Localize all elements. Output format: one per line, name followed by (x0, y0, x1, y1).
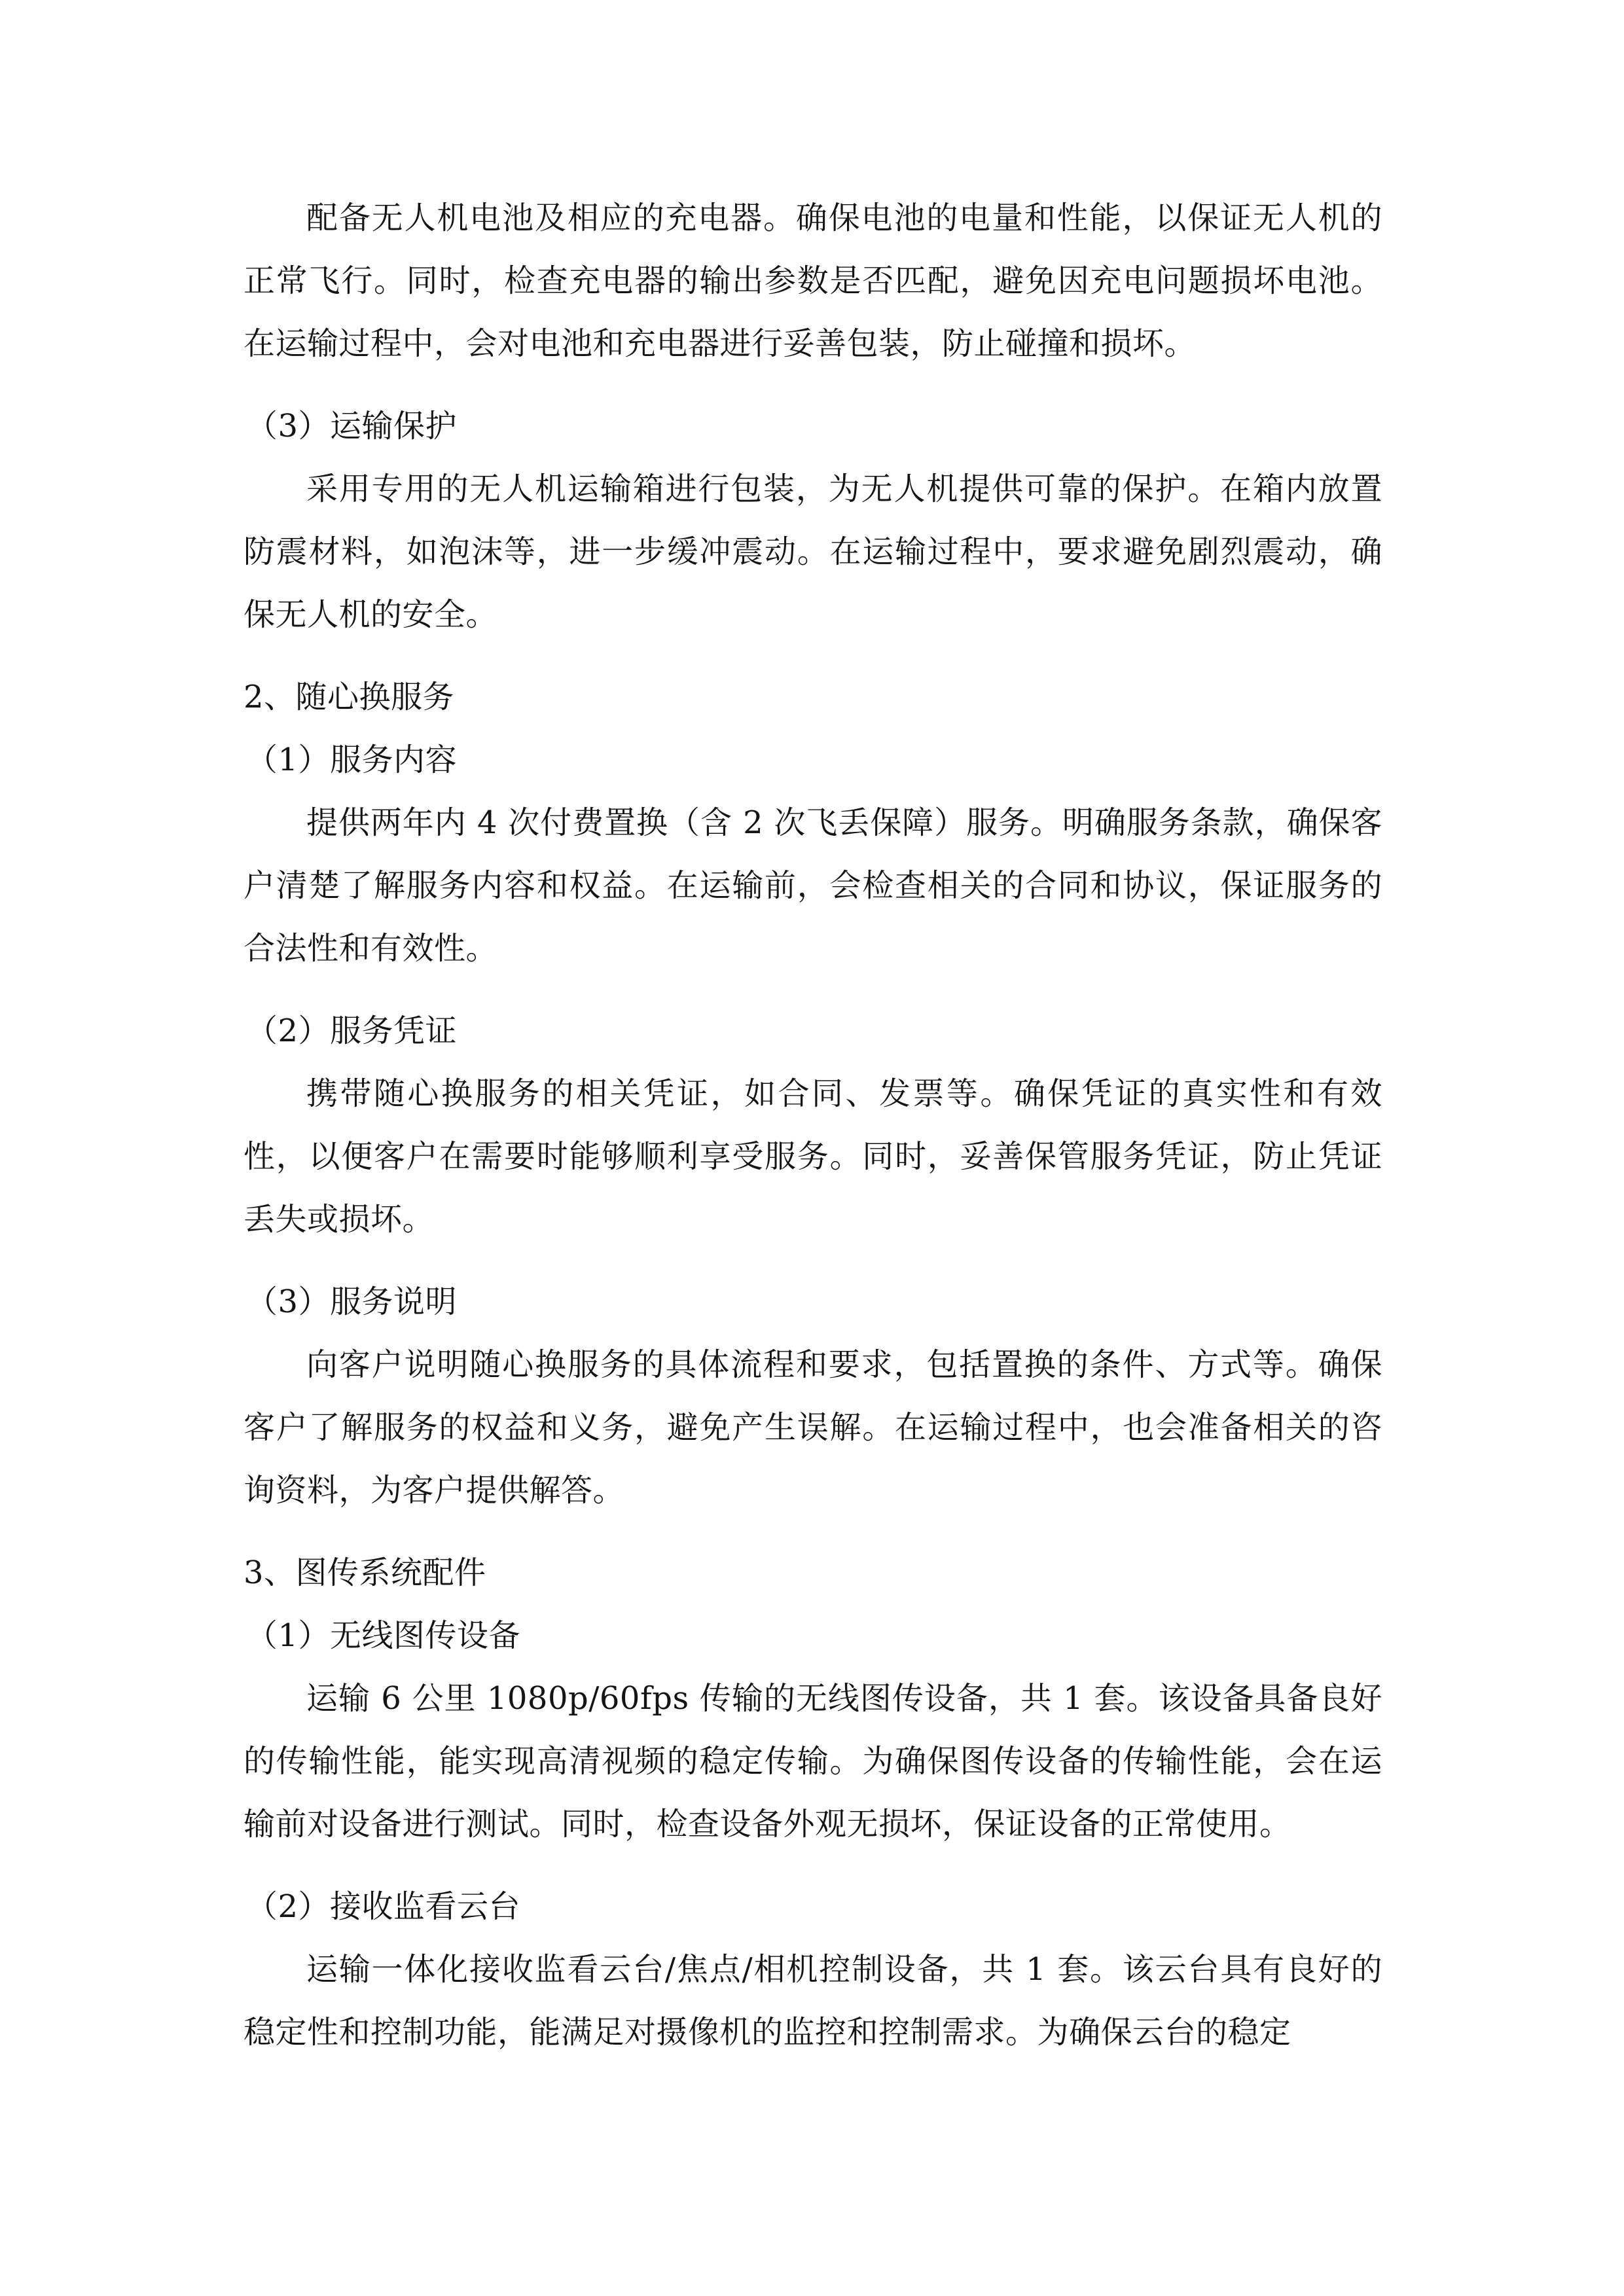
paragraph-transport-protection: 采用专用的无人机运输箱进行包装，为无人机提供可靠的保护。在箱内放置防震材料，如泡沫等，进一步缓冲震动。在运输过程中，要求避免剧烈震动，确保无人机的安全。 (244, 471, 1382, 633)
subheading-monitor-gimbal: （2）接收监看云台 (246, 1888, 521, 1925)
paragraph-service-voucher: 携带随心换服务的相关凭证，如合同、发票等。确保凭证的真实性和有效性，以便客户在需要时能够顺利享受服务。同时，妥善保管服务凭证，防止凭证丢失或损坏。 (244, 1075, 1382, 1238)
subheading-service-description: （3）服务说明 (246, 1283, 458, 1320)
section-heading-service: 2、随心换服务 (244, 679, 455, 715)
section-heading-image-transmission: 3、图传系统配件 (244, 1554, 486, 1591)
subheading-service-voucher: （2）服务凭证 (246, 1013, 458, 1049)
subheading-service-content: （1）服务内容 (246, 742, 458, 778)
paragraph-battery: 配备无人机电池及相应的充电器。确保电池的电量和性能，以保证无人机的正常飞行。同时，检查充电器的输出参数是否匹配，避免因充电问题损坏电池。在运输过程中，会对电池和充电器进行妥善包装，防止碰撞和损坏。 (244, 200, 1382, 362)
paragraph-service-description: 向客户说明随心换服务的具体流程和要求，包括置换的条件、方式等。确保客户了解服务的权益和义务，避免产生误解。在运输过程中，也会准备相关的咨询资料，为客户提供解答。 (244, 1346, 1382, 1509)
paragraph-wireless-transmitter: 运输 6 公里 1080p/60fps 传输的无线图传设备，共 1 套。该设备具备良好的传输性能，能实现高清视频的稳定传输。为确保图传设备的传输性能，会在运输前对设备进行测试。同时，检查设备外观无损坏，保证设备的正常使用。 (244, 1680, 1382, 1842)
paragraph-monitor-gimbal: 运输一体化接收监看云台/焦点/相机控制设备，共 1 套。该云台具有良好的稳定性和控制功能，能满足对摄像机的监控和控制需求。为确保云台的稳定 (244, 1951, 1382, 2051)
subheading-transport-protection: （3）运输保护 (246, 408, 458, 444)
paragraph-service-content: 提供两年内 4 次付费置换（含 2 次飞丢保障）服务。明确服务条款，确保客户清楚了解服务内容和权益。在运输前，会检查相关的合同和协议，保证服务的合法性和有效性。 (244, 804, 1382, 967)
subheading-wireless-transmitter: （1）无线图传设备 (246, 1617, 521, 1654)
document-body (244, 187, 1382, 2064)
